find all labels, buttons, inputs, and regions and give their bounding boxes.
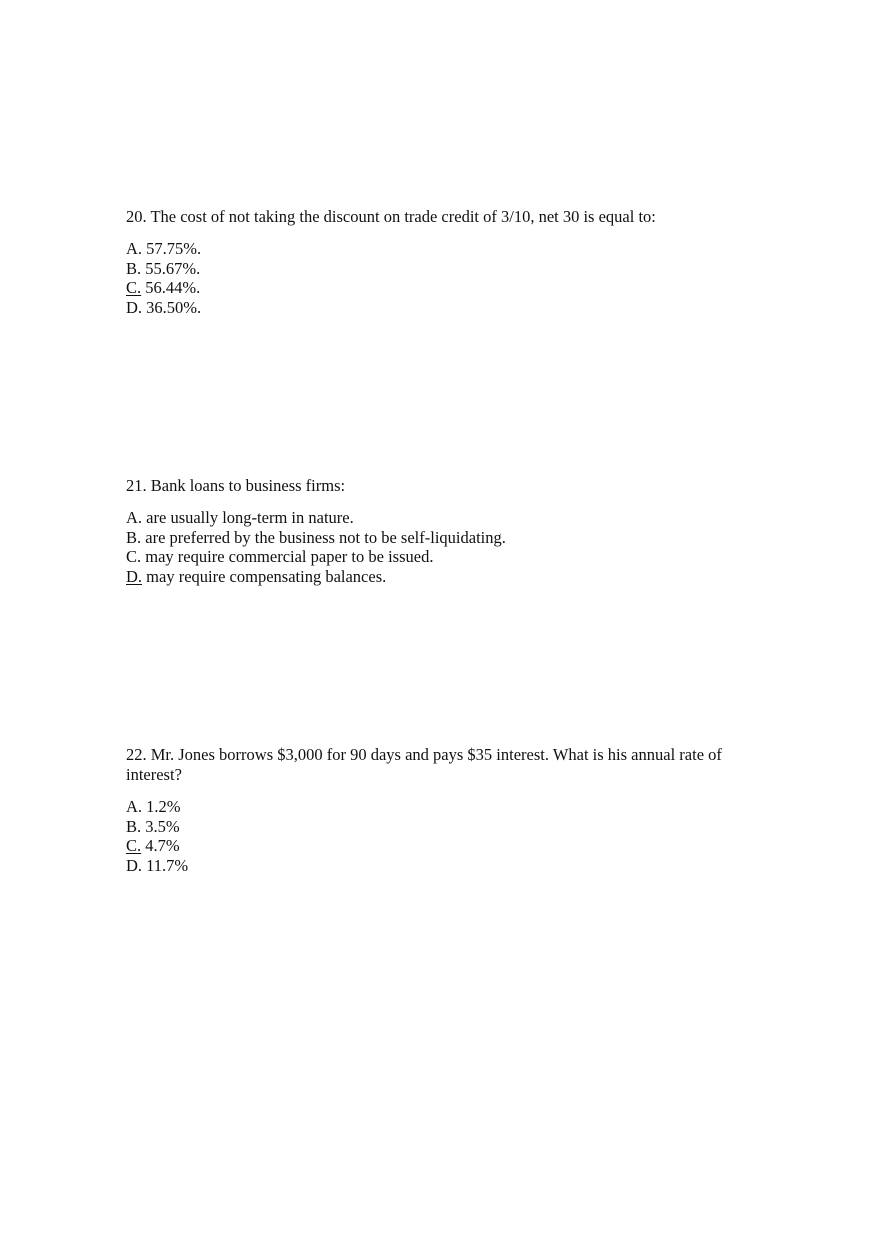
correct-answer-letter: D.: [126, 566, 143, 586]
option-letter: A.: [126, 239, 143, 258]
option-letter: D.: [126, 855, 143, 875]
option-b: [126, 817, 766, 837]
option-c: [126, 836, 766, 856]
option-letter: C.: [126, 547, 142, 566]
option-text: 57.75%.: [146, 239, 202, 258]
option-letter: D.: [126, 297, 143, 317]
option-c: [126, 547, 766, 567]
option-b: [126, 259, 766, 279]
option-letter: B.: [126, 816, 142, 836]
option-b: [126, 528, 766, 548]
question-20: [126, 207, 766, 317]
option-a: [126, 239, 766, 259]
option-text: are preferred by the business not to be self-liquidating.: [145, 527, 506, 547]
option-d: [126, 298, 766, 318]
option-c: [126, 278, 766, 298]
option-a: [126, 797, 766, 817]
correct-answer-letter: C.: [126, 278, 142, 297]
option-text: 36.50%.: [146, 297, 202, 317]
question-stem: 21. Bank loans to business firms:: [126, 476, 346, 495]
option-text: may require commercial paper to be issued.: [145, 547, 434, 566]
answer-options: [126, 508, 766, 586]
option-text: 11.7%: [146, 855, 189, 875]
answer-options: [126, 797, 766, 875]
option-d: [126, 856, 766, 876]
question-22: [126, 745, 766, 875]
option-text: 3.5%: [145, 816, 180, 836]
option-letter: B.: [126, 258, 142, 278]
option-a: [126, 508, 766, 528]
option-letter: A.: [126, 508, 143, 527]
option-d: [126, 567, 766, 587]
option-letter: A.: [126, 797, 143, 816]
option-letter: B.: [126, 527, 142, 547]
question-21: [126, 476, 766, 586]
option-text: may require compensating balances.: [146, 566, 387, 586]
option-text: 4.7%: [145, 836, 180, 855]
option-text: 1.2%: [146, 797, 181, 816]
answer-options: [126, 239, 766, 317]
correct-answer-letter: C.: [126, 836, 142, 855]
option-text: are usually long-term in nature.: [146, 508, 354, 527]
question-stem: 22. Mr. Jones borrows $3,000 for 90 days and pays $35 interest. What is his annual rate of interest?: [126, 745, 722, 784]
option-text: 55.67%.: [145, 258, 201, 278]
question-stem: 20. The cost of not taking the discount on trade credit of 3/10, net 30 is equal to:: [126, 207, 656, 226]
option-text: 56.44%.: [145, 278, 201, 297]
